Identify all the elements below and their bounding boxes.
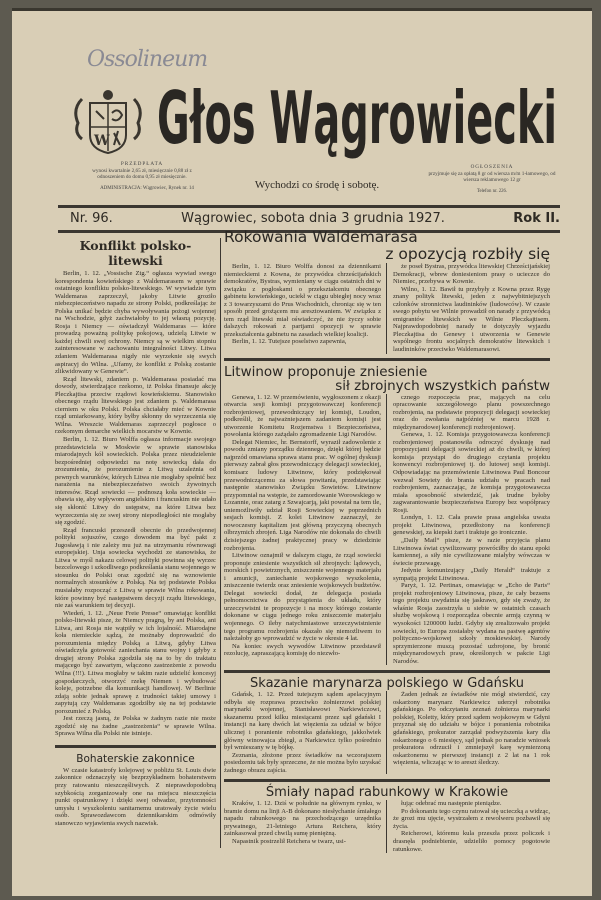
- paragraph: Zeznania, złożone przez świadków na wczorajszem posiedzeniu tak były sprzeczne, że nie można było uzyskać żadnego obrazu zajścia.: [224, 751, 381, 774]
- advertising-info: [422, 164, 562, 184]
- issue-number: Nr. 96.: [70, 211, 113, 226]
- paragraph: Berlin, 1. 12. Biuro Wolffa donosi za dziennikami niemieckiemi z Kowna, że przywódca chrześcijańskich demokratów, Bystras, wymieniany w ciągu ostatnich dni w związku z pogłoskami o przekształceniu obecnego gabinetu kowieńskiego, uciekł w ciągu ubiegłej nocy wraz z 3 towarzyszami do Prus Wschodnich, chroniąc się w ten sposób przed grożącem mu aresztowaniem. W związku z tem rząd litewski miał oświadczyć, że nie życzy sobie dalszych rokowań z partjami opozycji w sprawie przekształcenia gabinetu na zasadach wielkiej koalicji.: [224, 263, 381, 338]
- headline-line: Litwinow proponuje zniesienie: [224, 363, 428, 380]
- paragraph: Londyn, 1. 12. Cała prawie prasa angielska uważa projekt Litwinowa, przedłożony na konferencji genewskiej, za kiepski żart i traktuje go ironicznie.: [393, 514, 550, 537]
- divider: [224, 358, 550, 361]
- paragraph: Żaden jednak ze świadków nie mógł stwierdzić, czy oskarżony marynarz Narkiewicz uderzył robotnika gdańskiego. Po odczytaniu zeznań żołnierza marynarki polskiej, Koletty, który przed sądem wojskowym w Gdyni przyznał się do udziału w bójce i poranienia robotnika gdańskiego, prokurator zarządał podwyższenia kary dla oskarżonego o 6 miesięcy, sąd jednak po naradzie wniosek prokuratora odrzucił i zmniejszył karę wymierzoną oskarżonemu w pierwszej instancji z 2 lat na 1 rok więzienia, wliczając w to areszt śledczy.: [393, 691, 550, 767]
- ads-text: przyjmuje się za opłatą 8 gr od wiersza m/m 1-łamowego, od wiersza reklamowego 12 gr: [428, 170, 556, 183]
- headline-line: sił zbrojnych wszystkich państw: [335, 378, 550, 395]
- issue-year: Rok II.: [513, 211, 560, 226]
- newspaper-title: [157, 73, 557, 163]
- divider: [224, 779, 550, 782]
- paragraph: Gdańsk, 1. 12. Przed tutejszym sądem apelacyjnym odbyła się rozprawa przeciwko żołnierzowi polskiej marynarki wojennej, Stanisławowi Narkiewiczowi, skazanemu przed kilku miesiącami przez sąd gdański I instancji na karę dwóch lat więzienia za udział w bójce ulicznej i poranienie robotnika gdańskiego, jakkolwiek główny winowajca zbiegł, a Narkiewicz tylko pośrednio był wmieszany w tę bójkę.: [224, 691, 381, 752]
- paragraph: łując odebrać mu następnie pieniądze.: [401, 800, 502, 808]
- paragraph: Berlin, 1. 12. Biuro Wolffa ogłasza informacje swojego przedstawiciela w Moskwie w sprawie stanowiska miarodajnych kół sowieckich. Polska przez nieudzielenie bezpośredniej odpowiedzi na notę sowiecką dała do zrozumienia, że porozumienie z Litwą uzależnia od pewnych warunków, których Litwa nie mogłaby spełnić bez narażenia na niebezpieczeństwo swoich żywotnych interesów. Rząd sowiecki — podnoszą koła sowieckie — obawia się, aby wpływom angielskim i francuskim nie udało się skłonić Litwy do ustępstw, na które Litwa bez wyrzeczenia się ze swej strony niepodległości nie mogłaby się zgodzić.: [55, 436, 216, 527]
- subscription-info: [82, 161, 202, 181]
- paragraph: Rząd francuski przeszedł obecnie do przedwojennej polityki sojuszów, czego dowodem ma być pakt z Jugosławją i nie zależy mu już na utrzymaniu równowagi europejskiej. Unja sowiecka wychodzi ze stanowiska, że Litwa w myśl nakazu celowej polityki powinna się wyrzec bezcelowego i szkodliwego podkreślania stanu wojennego w stosunku do Polski oraz zgodzić się na wznowienie normalnych stosunków z Polską. Na tej podstawie Polska musiałaby rozpocząć z Litwą w sprawie Wilna rokowania, które powinny być następstwem decyzji rządu litewskiego, nie zaś warunkiem tej decyzji.: [55, 526, 216, 610]
- article-headline: Konflikt polsko-litewski: [79, 238, 192, 268]
- headline-line: z opozycją rozbiły się: [385, 245, 550, 263]
- article-headline: Śmiały napad rabunkowy w Krakowie: [265, 785, 509, 801]
- divider: [58, 205, 560, 208]
- paragraph: Jedynie komunizujący „Daily Herald“ traktuje z sympatją projekt Litwinowa.: [393, 567, 550, 582]
- paragraph: Wilno, 1. 12. Bawił tu przybyły z Kowna przez Rygę znany polityk litewski, jeden z najwybitniejszych członków stronnictwa laudininków (ludowców). W czasie swego pobytu we Wilnie prowadził on narady z przywódcą emigrantów litewskich we Wilnie Pleczkajtisem. Najprawdopodobniej narady te dotyczyły wyjazdu Pleczkajtisa do Genewy i utworzenia w Genewie wspólnego frontu socjalnych demokratów litewskich i laudininków przeciwko Waldemarasowi.: [393, 285, 550, 354]
- paragraph: Na koniec swych wywodów Litwinow przedstawił rezolucję, zapraszającą komisję do niezwło-: [224, 642, 381, 658]
- paragraph: Reicherowi, któremu kula przeszła przez policzek i drasnęła podniebienie, udzieliło pomocy pogotowie ratunkowe.: [393, 830, 550, 853]
- issue-dateline: [70, 211, 560, 226]
- article-headline: [224, 229, 550, 263]
- issue-date: Wągrowiec, sobota dnia 3 grudnia 1927.: [181, 211, 445, 226]
- paragraph: Kraków, 1. 12. Dziś w południe na głównym rynku, w bramie domu na linji A-B dokonano niesłychanie śmiałego napadu rabunkowego na przechodzącego urzędnika prywatnego, 21-letniego Artura Reichera, który zainkasował przed chwilą sumę pieniężną.: [224, 800, 381, 838]
- paragraph: Jest rzeczą jasną, że Polska w żadnym razie nie może zgodzić się na żadne „zastrzeżenia“ w sprawie Wilna. Sprawa Wilna dla Polski nie istnieje.: [55, 715, 216, 738]
- paragraph: Berlin, 1. 12. „Vossische Ztg.“ ogłasza wywiad swego korespondenta kowieńskiego z Waldemarasem w sprawie ostatniego konfliktu polsko-litewskiego. W wywiadzie tym Waldemaras zaprzeczył, jakoby Litwie groziło niebezpieczeństwo napadu ze strony Polski, podkreślając że Polska unikać będzie chyba wywoływania pożogi wojennej na Wschodzie, gdyż zachwiałoby to jej własną pozycję. Rosja i Niemcy — oświadczył Waldemaras — które prowadzą poważną politykę pokojową, udzielą Litwie w każdej chwili swej ochrony. Niemcy są w wielkim stopniu zainteresowane w zachowaniu integralności Litwy. Litwa zdaniem Waldemarasa nigdy nie wyrzeknie się swych aspiracyj do Wilna. „Ufamy, że konflikt z Polską zostanie zlikwidowany w Genewie“.: [55, 270, 216, 376]
- article-litwinow-body: [224, 394, 550, 666]
- right-area: [224, 229, 550, 853]
- phone-number: Telefon nr. 226.: [476, 189, 508, 194]
- subscription-heading: PRZEDPŁATA: [120, 161, 164, 167]
- article-napad-body: [224, 800, 550, 853]
- ads-heading: OGŁOSZENIA: [470, 164, 514, 170]
- paragraph: „Daily Mail“ pisze, że w razie przyjęcia planu Litwinowa świat cywilizowany powróciłby do stanu epoki kamiennej, a siły nie cywilizowane miałyby wówczas w świecie przewagę.: [393, 536, 550, 567]
- administration-address: ADMINISTRACJA: Wągrowiec, Rynek nr. 14: [100, 186, 194, 191]
- article-konflikt-body: [55, 270, 216, 738]
- paragraph: Genewa, 1. 12. Komisja przygotowawcza konferencji rozbrojeniowej postanowiła odroczyć dyskusję nad propozycjami delegacji sowieckiej aż do chwili, w której komisja przystąpi do drugiego czytania projektu konwencyi rozbrojeniowej tj. do lutowej sesji komisji. Odpowiadając na przemówienie Litwinowa Paul Boncour wezwał Sowiety do brania udziału w pracach nad rozbrojeniem, zaznaczając, że komisja przygotowawcza miała sposobność stwierdzić, jak trudne byłoby zagwarantowanie bezpieczeństwa Europy bez współpracy Rosji.: [393, 431, 550, 514]
- handwritten-library-note: Ossolineum: [87, 47, 208, 72]
- column-divider: [220, 238, 221, 848]
- article-zakonnice-body: [55, 767, 216, 827]
- paragraph: Genewa, 1. 12. W przemówieniu, wygłoszonem z okazji otwarcia sesji komisji przygotowawczej konferencji rozbrojeniowej, przewodniczący tej komisji, Loudon, podkreślił, że najważniejszem zadaniem komisji jest utworzenie Komitetu Rozjemstwa i Bezpieczeństwa, powołania którego zażądało zgromadzenie Ligi Narodów.: [224, 393, 381, 439]
- newspaper-page: [12, 8, 592, 896]
- article-skazanie-body: [224, 691, 550, 774]
- headline-line: Rokowania Waldemarasa: [224, 228, 418, 246]
- paragraph: Rząd litewski, zdaniem p. Waldemarasa posiadać ma dowody, stwierdzające rzekomo, iż Polska finansuje akcję Pleczkajtisa przeciw rządowi kowieńskiemu. Stanowisko obecnego rządu litewskiego jest zdaniem p. Waldemarasa cierniem w oku Polski. Polska chciałaby mieć w Kownie rząd umiarkowany, który byłby skłonny do wyrzeczenia się Wilna. Wreszcie Waldemaras zaprzeczył pogłosce o rzekomym demarche wielkich mocarstw w Kownie.: [55, 375, 216, 436]
- paragraph: Wiedeń, 1. 12. „Neue Freie Presse“ omawiając konflikt polsko-litewski pisze, że Niemcy pragną, by ani Polska, ani Litwa, ani Rosja nie wątpiły w ich lojalność. Miarodajne koła niemieckie sądzą, że możnaby doprowadzić do porozumienia między Polską a Litwą, gdyby Litwa oświadczyła gotowość zaniechania stanu wojny i gdyby z drugiej strony Polska zgodziła się na to by do traktatu mającego być zawartym, włączono zastrzeżenie z powodu Wilna (!!!). Litwa mogłaby w takim razie udzielić koncesyj gospodarczych, otworzyć rzekę Niemen i wybudować koleje, potrzebne dla komunikacji handlowej. W Berlinie zdają sobie jednak sprawę z trudności takiej umowy i zapytują czy Waldemaras zgodziłby się na tej podstawie porozumieć z Polską.: [55, 609, 216, 715]
- article-headline: [224, 365, 550, 394]
- subscription-text: wynosi kwartalnie 2,65 zł, miesięcznie 0,88 zł z odnoszeniem do domu 0,95 zł miesięcznie.: [92, 167, 192, 180]
- divider: [224, 670, 550, 673]
- paragraph: że poseł Bystras, przywódca litewskiej Chrześcijańskiej Demokracji, wbrew doniesieniom prasy o ucieczce do Niemiec, przebywa w Kownie.: [393, 263, 550, 286]
- paragraph: cznego rozpoczęcia prac, mających na celu opracowanie szczegółowego planu powszechnego rozbrojenia, na podstawie propozycji delegacji sowieckiej oraz do zwołania najpóźniej w marcu 1928 r. międzynarodowej konferencji rozbrojeniowej.: [393, 393, 550, 431]
- article-headline: Skazanie marynarza polskiego w Gdańsku: [250, 676, 524, 692]
- publication-frequency: Wychodzi co środę i sobotę.: [254, 179, 380, 191]
- paragraph: Litwinow oznajmił w dalszym ciągu, że rząd sowiecki proponuje zniesienie wszystkich sił zbrojnych: lądowych, morskich i powietrznych, zniszczenie wojennego materjału i amunicji, zaniechanie wojskowego wyszkolenia, zniszczenie twierdz oraz zniesienie wojskowych budżetów. Delegat sowiecki dodał, że delegacja posiada pełnomocnictwa do przystąpienia do układu, który urzeczywistni te propozycje i na mocy którego zostanie dokonane w ciągu jednego roku zniszczenie materjału wojennego. O ileby natychmiastowe urzeczywistnienie tego programu rozbrojenia okazało się niemożliwem to należałoby go wprowadzić w życie w okresie 4 lat.: [224, 552, 381, 643]
- paragraph: W czasie katastrofy kolejowej w pobliżu St. Louis dwie zakonnice odznaczyły się bezprzykładnem bohaterstwem przy ratowaniu nieszczęśliwych. Z nieprawdopodobną szybkością zorganizowały one na miejscu nieszczęścia punkt opatrunkowy i dzięki swej odwadze, przytomności umysłu i wyszkoleniu sanitarnemu uratowały życie wielu osób. Sprawozdawcom dziennikarskim odmówiły stanowczo wyjawienia swych nazwisk.: [55, 766, 216, 827]
- paragraph: Berlin, 1. 12. Tutejsze poselstwo zapewnia,: [232, 338, 347, 346]
- paragraph: Napastnik postrzelił Reichera w twarz, usi-: [232, 838, 346, 845]
- paragraph: Paryż, 1. 12. Pertinax, omawiając w „Echo de Paris“ projekt rozbrojeniowy Litwinowa, pisze, że cały bezsens tego projektu uwydatnia się jaskrawo, gdy się zważy, że właśnie Rosja zaostrzyła u siebie w ostatnich czasach służbę wojskową i rozporządza obecnie armją czynną w wysokości 1200000 ludzi. Gdyby się zrealizowało projekt sowiecki, to Europa zostałaby wydana na pastwę agentów polityczno-wojskowej szkoły moskiewskiej. Narody sprzymierzone muszą pozostać uzbrojone, by bronić międzynarodowych praw, określonych w pakcie Ligi Narodów.: [393, 582, 550, 665]
- svg-text:W: W: [94, 133, 110, 149]
- left-column: [55, 238, 216, 827]
- coat-of-arms-icon: [72, 89, 144, 155]
- newspaper-title-text: Głos Wągrowiecki: [157, 76, 557, 160]
- article-rokowania-body: [224, 263, 550, 354]
- article-headline: Bohaterskie zakonnice: [76, 752, 195, 765]
- divider: [55, 745, 216, 748]
- paragraph: Po dokonaniu tego czynu ratował się ucieczką a widząc, że grozi mu ujęcie, wystrzałem z rewolweru pozbawił się życia.: [393, 807, 550, 830]
- paragraph: Delegat Niemiec, hr. Bernstorff, wyraził zadowolenie z powodu zmiany porządku dziennego, dzięki której będzie najprzód omawiana sprawa stanu prac. W ogólnej dyskusji pierwszy zabrał głos przewodniczący delegacji sowieckiej, komisarz ludowy Litwinow, który podziękował przewodniczącemu za słowa powitania, przedstawiając następnie stanowisko Związku Sowietów. Litwinow przypomniał na wstępie, że zamordowanie Worowskiego w Lozannie, oraz zatarg z Szwajcarją, jaki powstał na tem tle, uniemożliwiły udział Rosji Sowieckiej w poprzednich sesjach komisji. Z kolei Litwinow zaznaczył, że nowoczesny kapitalizm jest główną przyczyną obecnych olbrzymich zbrojeń. Liga Narodów nie dokonała do chwili dzisiejszego żadnej praktycznej pracy w dziedzinie rozbrojenia.: [224, 438, 382, 552]
